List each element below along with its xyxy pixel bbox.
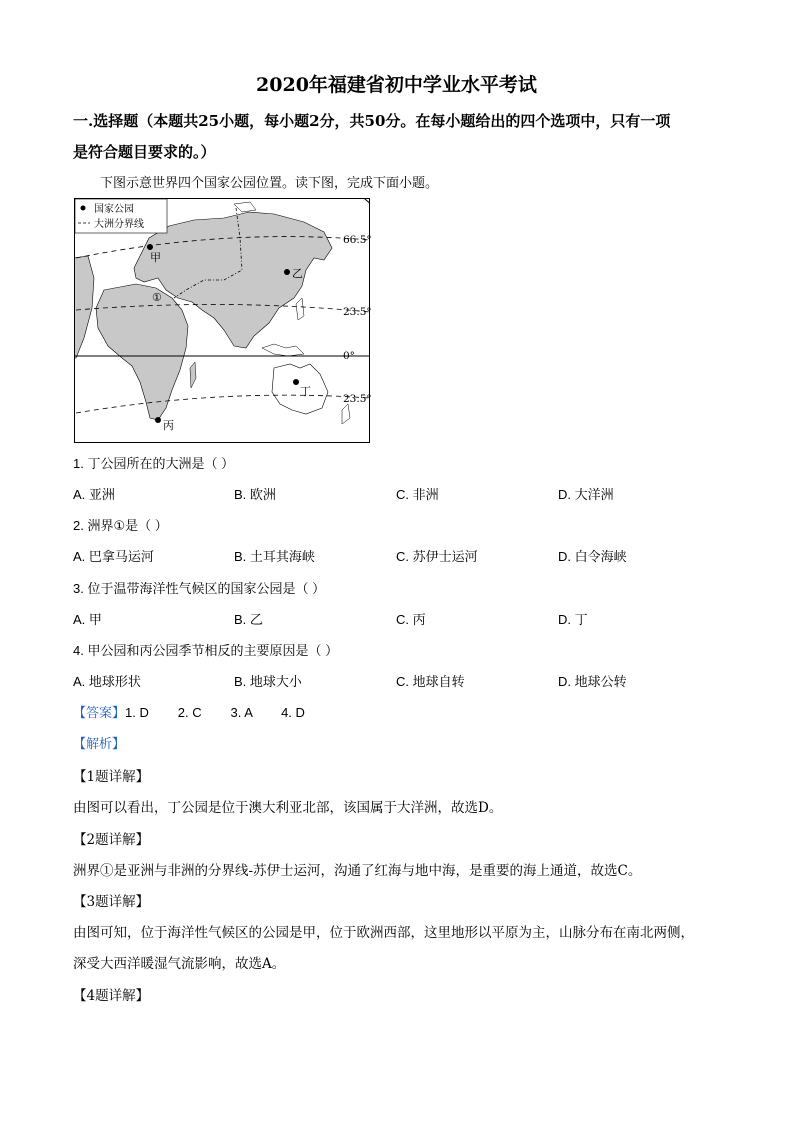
answer-line <box>73 702 305 721</box>
q2-option-a: A. 巴拿马运河 <box>73 549 154 564</box>
lat-label-23s: 23.5° <box>343 393 372 405</box>
detail-2-heading: 【2题详解】 <box>73 832 150 848</box>
legend-dot-icon <box>81 206 86 211</box>
legend-boundary-label: 大洲分界线 <box>94 219 144 230</box>
question-3-stem: 3. 位于温带海洋性气候区的国家公园是（ ） <box>73 581 326 596</box>
detail-2-text: 洲界①是亚洲与非洲的分界线-苏伊士运河，沟通了红海与地中海，是重要的海上通道，故选C。 <box>73 863 642 879</box>
park-ding-marker <box>293 379 299 385</box>
page-title: 2020年福建省初中学业水平考试 <box>256 74 537 96</box>
park-yi-marker <box>284 269 290 275</box>
park-ding-label: 丁 <box>300 385 311 398</box>
park-jia-label: 甲 <box>150 251 161 264</box>
lat-label-23n: 23.5° <box>343 306 372 318</box>
question-1-stem: 1. 丁公园所在的大洲是（ ） <box>73 456 235 471</box>
detail-3-text-line2: 深受大西洋暖湿气流影响，故选A。 <box>73 956 286 972</box>
q2-option-b: B. 土耳其海峡 <box>234 549 315 564</box>
detail-1-heading: 【1题详解】 <box>73 769 150 785</box>
lat-label-66: 66.5° <box>343 234 372 246</box>
q1-option-a: A. 亚洲 <box>73 487 115 502</box>
q2-option-d: D. 白令海峡 <box>558 549 627 564</box>
q3-option-a: A. 甲 <box>73 612 102 627</box>
intro-text: 下图示意世界四个国家公园位置。读下图，完成下面小题。 <box>100 176 439 191</box>
detail-3-text-line1: 由图可知，位于海洋性气候区的公园是甲，位于欧洲西部，这里地形以平原为主，山脉分布在南北两侧， <box>73 925 694 941</box>
answer-values: 1. D 2. C 3. A 4. D <box>125 705 305 720</box>
section-heading-line2: 是符合题目要求的。） <box>73 143 216 161</box>
boundary-marker-label: ① <box>152 291 162 304</box>
world-map-figure <box>74 198 374 443</box>
q3-option-d: D. 丁 <box>558 612 588 627</box>
question-4-stem: 4. 甲公园和丙公园季节相反的主要原因是（ ） <box>73 643 339 658</box>
q1-option-b: B. 欧洲 <box>234 487 276 502</box>
park-bing-label: 丙 <box>163 419 174 432</box>
analysis-label: 【解析】 <box>73 736 126 751</box>
detail-3-heading: 【3题详解】 <box>73 894 150 910</box>
legend-park-label: 国家公园 <box>94 204 134 215</box>
detail-1-text: 由图可以看出，丁公园是位于澳大利亚北部，该国属于大洋洲，故选D。 <box>73 800 503 816</box>
park-bing-marker <box>155 417 161 423</box>
q4-option-d: D. 地球公转 <box>558 674 627 689</box>
q1-option-d: D. 大洋洲 <box>558 487 614 502</box>
park-jia-marker <box>147 244 153 250</box>
lat-label-0: 0° <box>343 350 355 362</box>
q2-option-c: C. 苏伊士运河 <box>396 549 478 564</box>
answer-label: 【答案】 <box>73 705 126 720</box>
section-heading-line1: 一.选择题（本题共25小题，每小题2分，共50分。在每小题给出的四个选项中，只有一项 <box>73 112 671 130</box>
q3-option-b: B. 乙 <box>234 612 263 627</box>
detail-4-heading: 【4题详解】 <box>73 988 150 1004</box>
q4-option-b: B. 地球大小 <box>234 674 302 689</box>
park-yi-label: 乙 <box>292 267 303 280</box>
q3-option-c: C. 丙 <box>396 612 426 627</box>
q1-option-c: C. 非洲 <box>396 487 439 502</box>
question-2-stem: 2. 洲界①是（ ） <box>73 518 168 533</box>
q4-option-c: C. 地球自转 <box>396 674 465 689</box>
q4-option-a: A. 地球形状 <box>73 674 141 689</box>
